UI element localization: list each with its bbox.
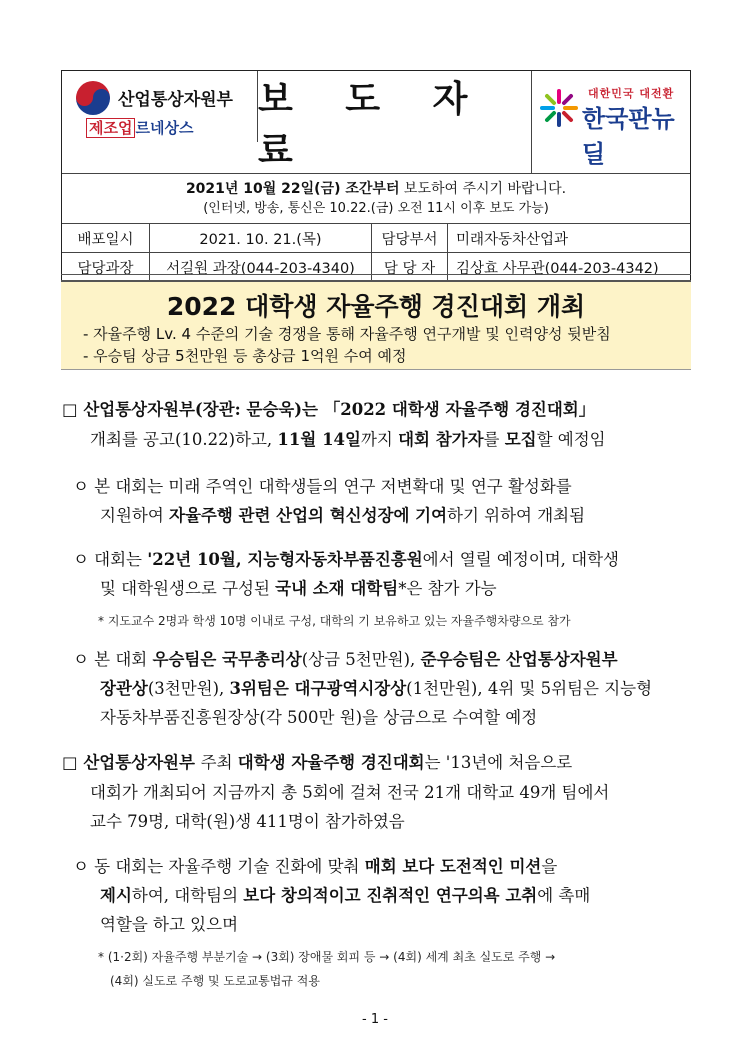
paragraph-6-line-3: 역할을 하고 있으며 [100, 915, 239, 934]
ministry-name: 산업통상자원부 [118, 90, 233, 110]
paragraph-1-line-1: □ 산업통상자원부(장관: 문승욱)는 「2022 대학생 자율주행 경진대회」 [62, 400, 596, 419]
page-number: - 1 - [362, 1012, 388, 1027]
new-deal-name: 한국판뉴딜 [582, 105, 675, 168]
release-row [62, 223, 690, 252]
release-value: 2021. 10. 21.(목) [150, 224, 372, 252]
embargo-row [62, 173, 690, 223]
officer-value: 김상효 사무관(044-203-4342) [456, 260, 659, 277]
new-deal-tagline: 대한민국 대전환 [588, 87, 675, 100]
embargo-note: (인터넷, 방송, 통신은 10.22.(금) 오전 11시 이후 보도 가능) [203, 201, 549, 216]
header-logo-row [62, 71, 690, 173]
manager-label: 담당과장 [62, 253, 150, 281]
footnote-1: * 지도교수 2명과 학생 10명 이내로 구성, 대학의 기 보유하고 있는 자율주행차량으로 참가 [98, 614, 571, 628]
paragraph-4-line-1: ㅇ 본 대회 우승팀은 국무총리상(상금 5천만원), 준우승팀은 산업통상자원부 [73, 650, 618, 669]
embargo-text: 보도하여 주시기 바랍니다. [399, 181, 567, 197]
contact-row [62, 252, 690, 281]
paragraph-3-line-1: ㅇ 대회는 '22년 10월, 지능형자동차부품진흥원에서 열릴 예정이며, 대학생 [73, 550, 619, 569]
headline-title: 2022 대학생 자율주행 경진대회 개최 [166, 292, 586, 321]
paragraph-5-line-3: 교수 79명, 대학(원)생 411명이 참가하였음 [90, 812, 405, 831]
footnote-2-line-2: (4회) 실도로 주행 및 도로교통법규 적용 [110, 974, 320, 988]
dept-label: 담당부서 [372, 224, 448, 252]
paragraph-5-line-2: 대회가 개최되어 지금까지 총 5회에 걸쳐 전국 21개 대학교 49개 팀에서 [90, 783, 610, 802]
paragraph-6-line-2: 제시하여, 대학팀의 보다 창의적이고 진취적인 연구의욕 고취에 촉매 [100, 886, 591, 905]
ministry-logo [62, 71, 258, 142]
press-header-table [61, 70, 691, 282]
headline-box [61, 280, 691, 370]
paragraph-6-line-1: ㅇ 동 대회는 자율주행 기술 진화에 맞춰 매회 보다 도전적인 미션을 [73, 857, 558, 876]
officer-label: 담 당 자 [372, 253, 448, 281]
paragraph-1-line-2: 개최를 공고(10.22)하고, 11월 14일까지 대회 참가자를 모집할 예정임 [90, 430, 606, 449]
paragraph-5-line-1: □ 산업통상자원부 주최 대학생 자율주행 경진대회는 '13년에 처음으로 [62, 753, 573, 772]
doc-type-title: 보 도 자 료 [258, 71, 532, 173]
taegeuk-emblem-icon [76, 81, 110, 115]
embargo-date: 2021년 10월 22일(금) 조간부터 [185, 181, 400, 197]
release-label: 배포일시 [62, 224, 150, 252]
paragraph-2-line-1: ㅇ 본 대회는 미래 주역인 대학생들의 연구 저변확대 및 연구 활성화를 [73, 477, 572, 496]
renaissance-slogan: 제조업 르네상스 [86, 117, 193, 138]
footnote-2-line-1: * (1·2회) 자율주행 부분기술 → (3회) 장애물 회피 등 → (4회) 세계 최초 실도로 주행 → [98, 950, 556, 964]
new-deal-burst-icon [540, 89, 578, 127]
manager-value: 서길원 과장(044-203-4340) [150, 253, 372, 281]
headline-subtitle-1: - 자율주행 Lv. 4 수준의 기술 경쟁을 통해 자율주행 연구개발 및 인력양성 뒷받침 [83, 325, 611, 343]
paragraph-3-line-2: 및 대학원생으로 구성된 국내 소재 대학팀*은 참가 가능 [100, 579, 497, 598]
new-deal-logo [532, 71, 690, 173]
headline-subtitle-2: - 우승팀 상금 5천만원 등 총상금 1억원 수여 예정 [83, 347, 407, 365]
dept-value: 미래자동차산업과 [456, 231, 569, 248]
paragraph-4-line-2: 장관상(3천만원), 3위팀은 대구광역시장상(1천만원), 4위 및 5위팀은 지능형 [100, 679, 653, 698]
paragraph-2-line-2: 지원하여 자율주행 관련 산업의 혁신성장에 기여하기 위하여 개최됨 [100, 506, 586, 525]
paragraph-4-line-3: 자동차부품진흥원장상(각 500만 원)을 상금으로 수여할 예정 [100, 708, 538, 727]
